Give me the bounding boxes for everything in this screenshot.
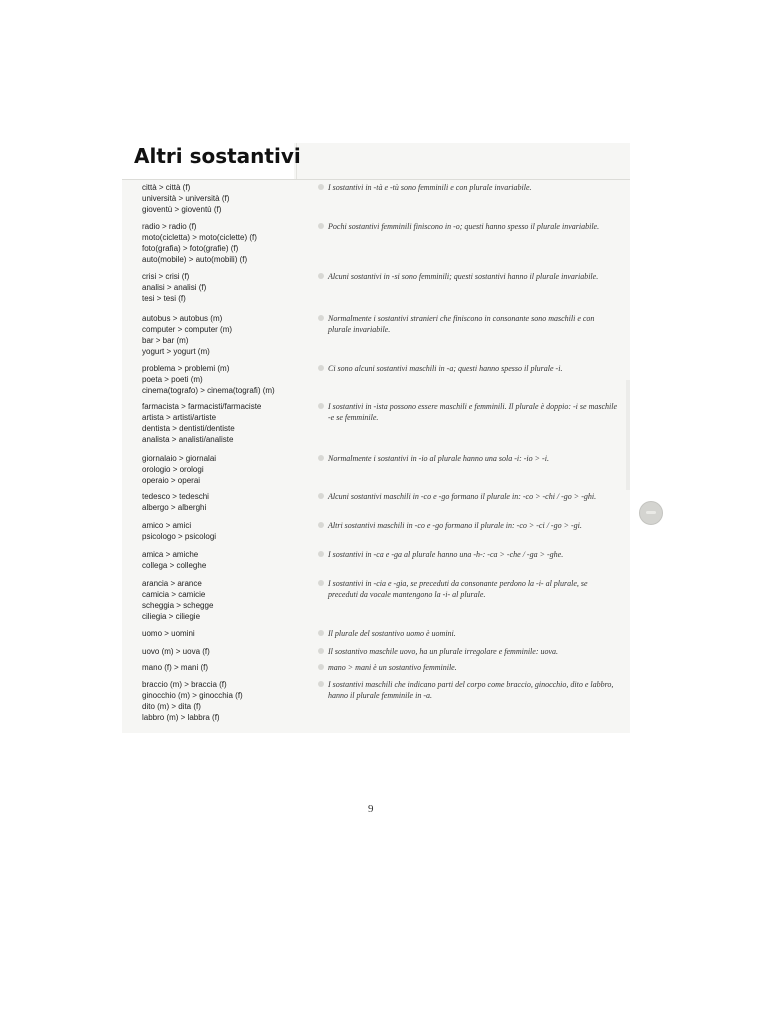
grammar-note: mano > mani è un sostantivo femminile.: [328, 663, 457, 672]
grammar-note: Ci sono alcuni sostantivi maschili in -a; questi hanno spesso il plurale -i.: [328, 364, 563, 373]
bullet-icon: [318, 223, 324, 229]
word-example-line: operaio > operai: [142, 476, 201, 485]
grammar-note: I sostantivi in -cia e -gia, se preceduti da consonante perdono la -i- al plurale, se preceduti da vocale mantengono la -i- al plurale.: [328, 579, 588, 599]
word-example-line: camicia > camicie: [142, 590, 206, 599]
word-examples: [142, 221, 312, 265]
word-examples: [142, 646, 312, 657]
side-band: [626, 380, 630, 490]
word-example-line: moto(cicletta) > moto(ciclette) (f): [142, 233, 257, 242]
word-examples: [142, 313, 312, 357]
word-examples: [142, 549, 312, 571]
word-example-line: città > città (f): [142, 183, 191, 192]
bullet-icon: [318, 664, 324, 670]
word-example-line: arancia > arance: [142, 579, 202, 588]
word-example-line: uovo (m) > uova (f): [142, 647, 210, 656]
word-example-line: analista > analisti/analiste: [142, 435, 234, 444]
word-example-line: artista > artisti/artiste: [142, 413, 217, 422]
word-examples: [142, 520, 312, 542]
word-examples: [142, 271, 312, 304]
word-example-line: orologio > orologi: [142, 465, 204, 474]
word-example-line: albergo > alberghi: [142, 503, 207, 512]
title-rule: [122, 179, 630, 180]
word-example-line: computer > computer (m): [142, 325, 233, 334]
word-examples: [142, 363, 312, 396]
word-example-line: psicologo > psicologi: [142, 532, 217, 541]
bullet-icon: [318, 522, 324, 528]
grammar-note: Pochi sostantivi femminili finiscono in -o; questi hanno spesso il plurale invariabile.: [328, 222, 600, 231]
word-example-line: braccio (m) > braccia (f): [142, 680, 227, 689]
bullet-icon: [318, 365, 324, 371]
word-example-line: foto(grafia) > foto(grafie) (f): [142, 244, 239, 253]
word-example-line: bar > bar (m): [142, 336, 189, 345]
word-example-line: dentista > dentisti/dentiste: [142, 424, 235, 433]
page-title: Altri sostantivi: [134, 144, 301, 168]
word-example-line: auto(mobile) > auto(mobili) (f): [142, 255, 248, 264]
word-example-line: giornalaio > giornalai: [142, 454, 217, 463]
bullet-icon: [318, 315, 324, 321]
grammar-note: Normalmente i sostantivi in -io al plurale hanno una sola -i: -io > -i.: [328, 454, 549, 463]
bullet-icon: [318, 273, 324, 279]
word-example-line: tesi > tesi (f): [142, 294, 186, 303]
word-example-line: analisi > analisi (f): [142, 283, 207, 292]
grammar-note: I sostantivi in -ista possono essere maschili e femminili. Il plurale è doppio: -i se maschile -e se femminile.: [328, 402, 617, 422]
decorative-circle-icon: [639, 501, 663, 525]
word-example-line: autobus > autobus (m): [142, 314, 223, 323]
word-example-line: labbro (m) > labbra (f): [142, 713, 220, 722]
bullet-icon: [318, 455, 324, 461]
word-example-line: ginocchio (m) > ginocchia (f): [142, 691, 243, 700]
word-example-line: problema > problemi (m): [142, 364, 230, 373]
word-example-line: poeta > poeti (m): [142, 375, 203, 384]
word-example-line: uomo > uomini: [142, 629, 195, 638]
word-examples: [142, 662, 312, 673]
word-example-line: università > università (f): [142, 194, 230, 203]
grammar-note: I sostantivi in -tà e -tù sono femminili e con plurale invariabile.: [328, 183, 532, 192]
word-example-line: farmacista > farmacisti/farmaciste: [142, 402, 262, 411]
word-example-line: yogurt > yogurt (m): [142, 347, 210, 356]
word-examples: [142, 679, 312, 723]
word-example-line: amica > amiche: [142, 550, 199, 559]
word-example-line: radio > radio (f): [142, 222, 197, 231]
bullet-icon: [318, 184, 324, 190]
word-example-line: collega > colleghe: [142, 561, 207, 570]
word-example-line: scheggia > schegge: [142, 601, 214, 610]
bullet-icon: [318, 403, 324, 409]
grammar-note: I sostantivi in -ca e -ga al plurale hanno una -h-: -ca > -che / -ga > -ghe.: [328, 550, 564, 559]
word-example-line: crisi > crisi (f): [142, 272, 190, 281]
word-example-line: dito (m) > dita (f): [142, 702, 201, 711]
word-examples: [142, 401, 312, 445]
grammar-note: Alcuni sostantivi in -si sono femminili; questi sostantivi hanno il plurale invariabile.: [328, 272, 599, 281]
word-example-line: tedesco > tedeschi: [142, 492, 209, 501]
page-number: 9: [368, 803, 374, 815]
grammar-note: Alcuni sostantivi maschili in -co e -go formano il plurale in: -co > -chi / -go > -ghi.: [328, 492, 597, 501]
bullet-icon: [318, 681, 324, 687]
bullet-icon: [318, 580, 324, 586]
word-example-line: ciliegia > ciliegie: [142, 612, 201, 621]
word-example-line: gioventù > gioventù (f): [142, 205, 222, 214]
grammar-note: Normalmente i sostantivi stranieri che finiscono in consonante sono maschili e con plurale invariabile.: [328, 314, 595, 334]
word-example-line: cinema(tografo) > cinema(tografi) (m): [142, 386, 275, 395]
bullet-icon: [318, 648, 324, 654]
word-examples: [142, 628, 312, 639]
word-examples: [142, 578, 312, 622]
grammar-note: Altri sostantivi maschili in -co e -go formano il plurale in: -co > -ci / -go > -gi.: [328, 521, 582, 530]
word-examples: [142, 491, 312, 513]
grammar-note: Il sostantivo maschile uovo, ha un plurale irregolare e femminile: uova.: [328, 647, 559, 656]
bullet-icon: [318, 493, 324, 499]
word-examples: [142, 453, 312, 486]
grammar-note: Il plurale del sostantivo uomo è uomini.: [328, 629, 456, 638]
word-example-line: mano (f) > mani (f): [142, 663, 209, 672]
word-example-line: amico > amici: [142, 521, 192, 530]
grammar-note: I sostantivi maschili che indicano parti del corpo come braccio, ginocchio, dito e labbro, hanno il plurale femminile in -a.: [328, 680, 614, 700]
bullet-icon: [318, 630, 324, 636]
bullet-icon: [318, 551, 324, 557]
word-examples: [142, 182, 312, 215]
